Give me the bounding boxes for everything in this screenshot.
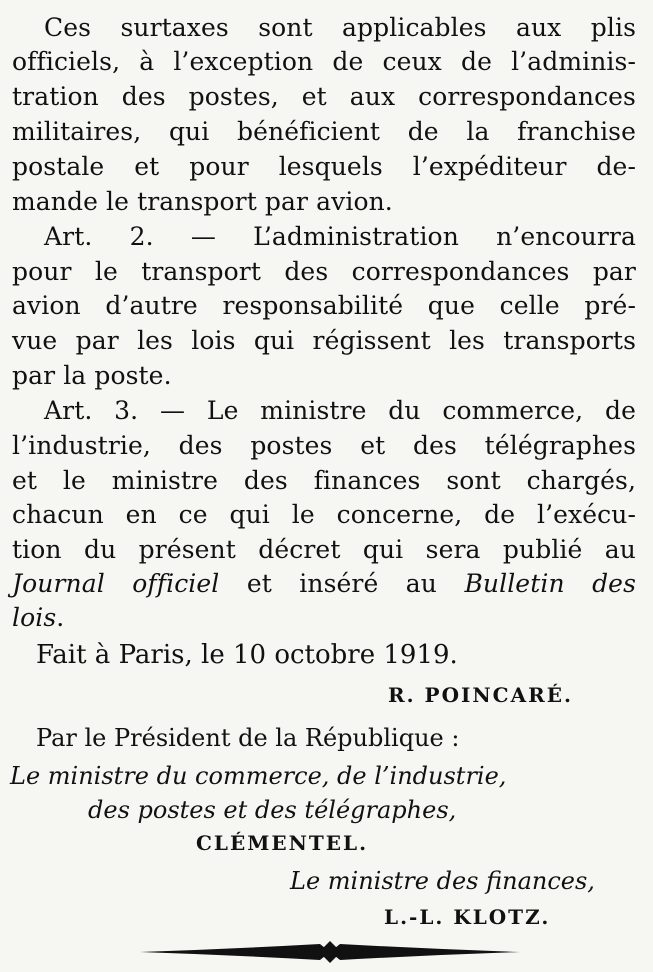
paragraph-line: tration des postes, et aux correspondances [12, 82, 636, 111]
article-2-line: pour le transport des correspondances par [12, 257, 636, 286]
paragraph-line: Ces surtaxes sont applicables aux plis [44, 13, 636, 42]
paragraph-line: mande le transport par avion. [12, 187, 393, 216]
article-2-line: avion d’autre responsabilité que celle pré- [12, 291, 636, 320]
article-3-line: chacun en ce qui le concerne, de l’exécu- [12, 500, 636, 529]
lois-text: lois [12, 603, 57, 632]
minister-finances-title: Le ministre des finances, [290, 867, 595, 895]
by-president-line: Par le Président de la République : [36, 724, 460, 752]
period-text: . [56, 603, 65, 632]
paragraph-line: officiels, à l’exception de ceux de l’adminis- [12, 47, 636, 76]
date-line: Fait à Paris, le 10 octobre 1919. [36, 640, 458, 670]
minister-commerce-title-line1: Le ministre du commerce, de l’industrie, [10, 762, 507, 790]
article-3-line: Art. 3. — Le ministre du commerce, de [44, 396, 636, 425]
article-3-line: et le ministre des finances sont chargés, [12, 466, 636, 495]
article-3-line: l’industrie, des postes et des télégraphes [12, 431, 636, 460]
bulletin-text: Bulletin des [464, 569, 636, 598]
article-2-line: vue par les lois qui régissent les transports [12, 326, 636, 355]
paragraph-line: postale et pour lesquels l’expéditeur de- [12, 152, 636, 181]
article-3-line: tion du présent décret qui sera publié au [12, 535, 636, 564]
paragraph-line: militaires, qui bénéficient de la franchise [12, 117, 636, 146]
article-2-line: Art. 2. — L’administration n’encourra [44, 222, 636, 251]
journal-officiel-text: Journal officiel [12, 569, 220, 598]
article-2-line: par la poste. [12, 361, 172, 390]
minister-commerce-title-line2: des postes et des télégraphes, [88, 796, 457, 824]
signature-klotz: L.-L. KLOTZ. [384, 905, 551, 929]
publication-middle-text: et inséré au [219, 569, 465, 598]
signature-poincare: R. POINCARÉ. [388, 683, 573, 707]
signature-clementel: CLÉMENTEL. [196, 831, 369, 855]
